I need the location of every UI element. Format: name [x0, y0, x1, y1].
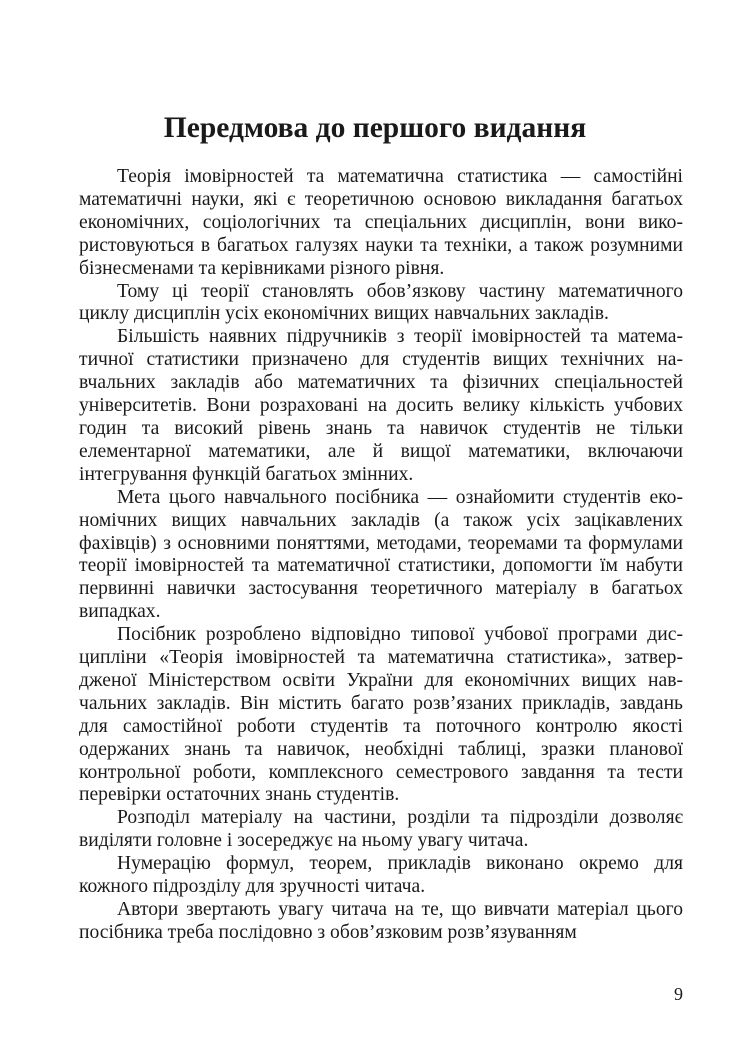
paragraph-7: Нумерацію формул, теорем, прикладів виконано окремо для кожного підрозділу для зручності читача. [79, 853, 683, 898]
paragraph-5: Посібник розроблено відповідно типової учбової програми дисципліни «Теорія імовірностей та математична статистика», затвердженої Міністерством освіти України для економічних вищих навчальних закладів. Він містить багато розв’язаних прикладів, завдань для самостійної роботи студентів та поточного контролю якості одержаних знань та навичок, необхідні таблиці, зразки планової контрольної роботи, комплексного семестрового завдання та тести перевірки остаточних знань студентів. [79, 624, 683, 806]
paragraph-6: Розподіл матеріалу на частини, розділи та підрозділи дозволяє виділяти головне і зосереджує на ньому увагу читача. [79, 807, 683, 852]
page-title: Передмова до першого видання [163, 112, 587, 144]
paragraph-3: Більшість наявних підручників з теорії імовірностей та математичної статистики призначено для студентів вищих технічних навчальних закладів або математичних та фізичних спеціальностей університетів. Вони розраховані на досить велику кількість учбових годин та високий рівень знань та навичок студентів не тільки елементарної математики, але й вищої математики, включаючи інтегрування функцій багатьох змінних. [79, 326, 683, 485]
page-number: 9 [674, 984, 683, 1004]
paragraph-1: Теорія імовірностей та математична статистика — самостійні математичні науки, які є теоретичною основою викладання багатьох економічних, соціологічних та спеціальних дисциплін, вони використовуються в багатьох галузях науки та техніки, а також розумними бізнесменами та керівниками різного рівня. [79, 166, 683, 279]
paragraph-4: Мета цього навчального посібника — ознайомити студентів економічних вищих навчальних закладів (а також усіх зацікавлених фахівців) з основними поняттями, методами, теоремами та формулами теорії імовірностей та математичної статистики, допомогти їм набути первинні навички застосування теоретичного матеріалу в багатьох випадках. [79, 486, 683, 623]
paragraph-2: Тому ці теорії становлять обов’язкову частину математичного циклу дисциплін усіх економічних вищих навчальних закладів. [79, 280, 683, 325]
paragraph-8: Автори звертають увагу читача на те, що вивчати матеріал цього посібника треба послідовно з обов’язковим розв’язуванням [79, 899, 683, 943]
body-text [79, 166, 683, 945]
